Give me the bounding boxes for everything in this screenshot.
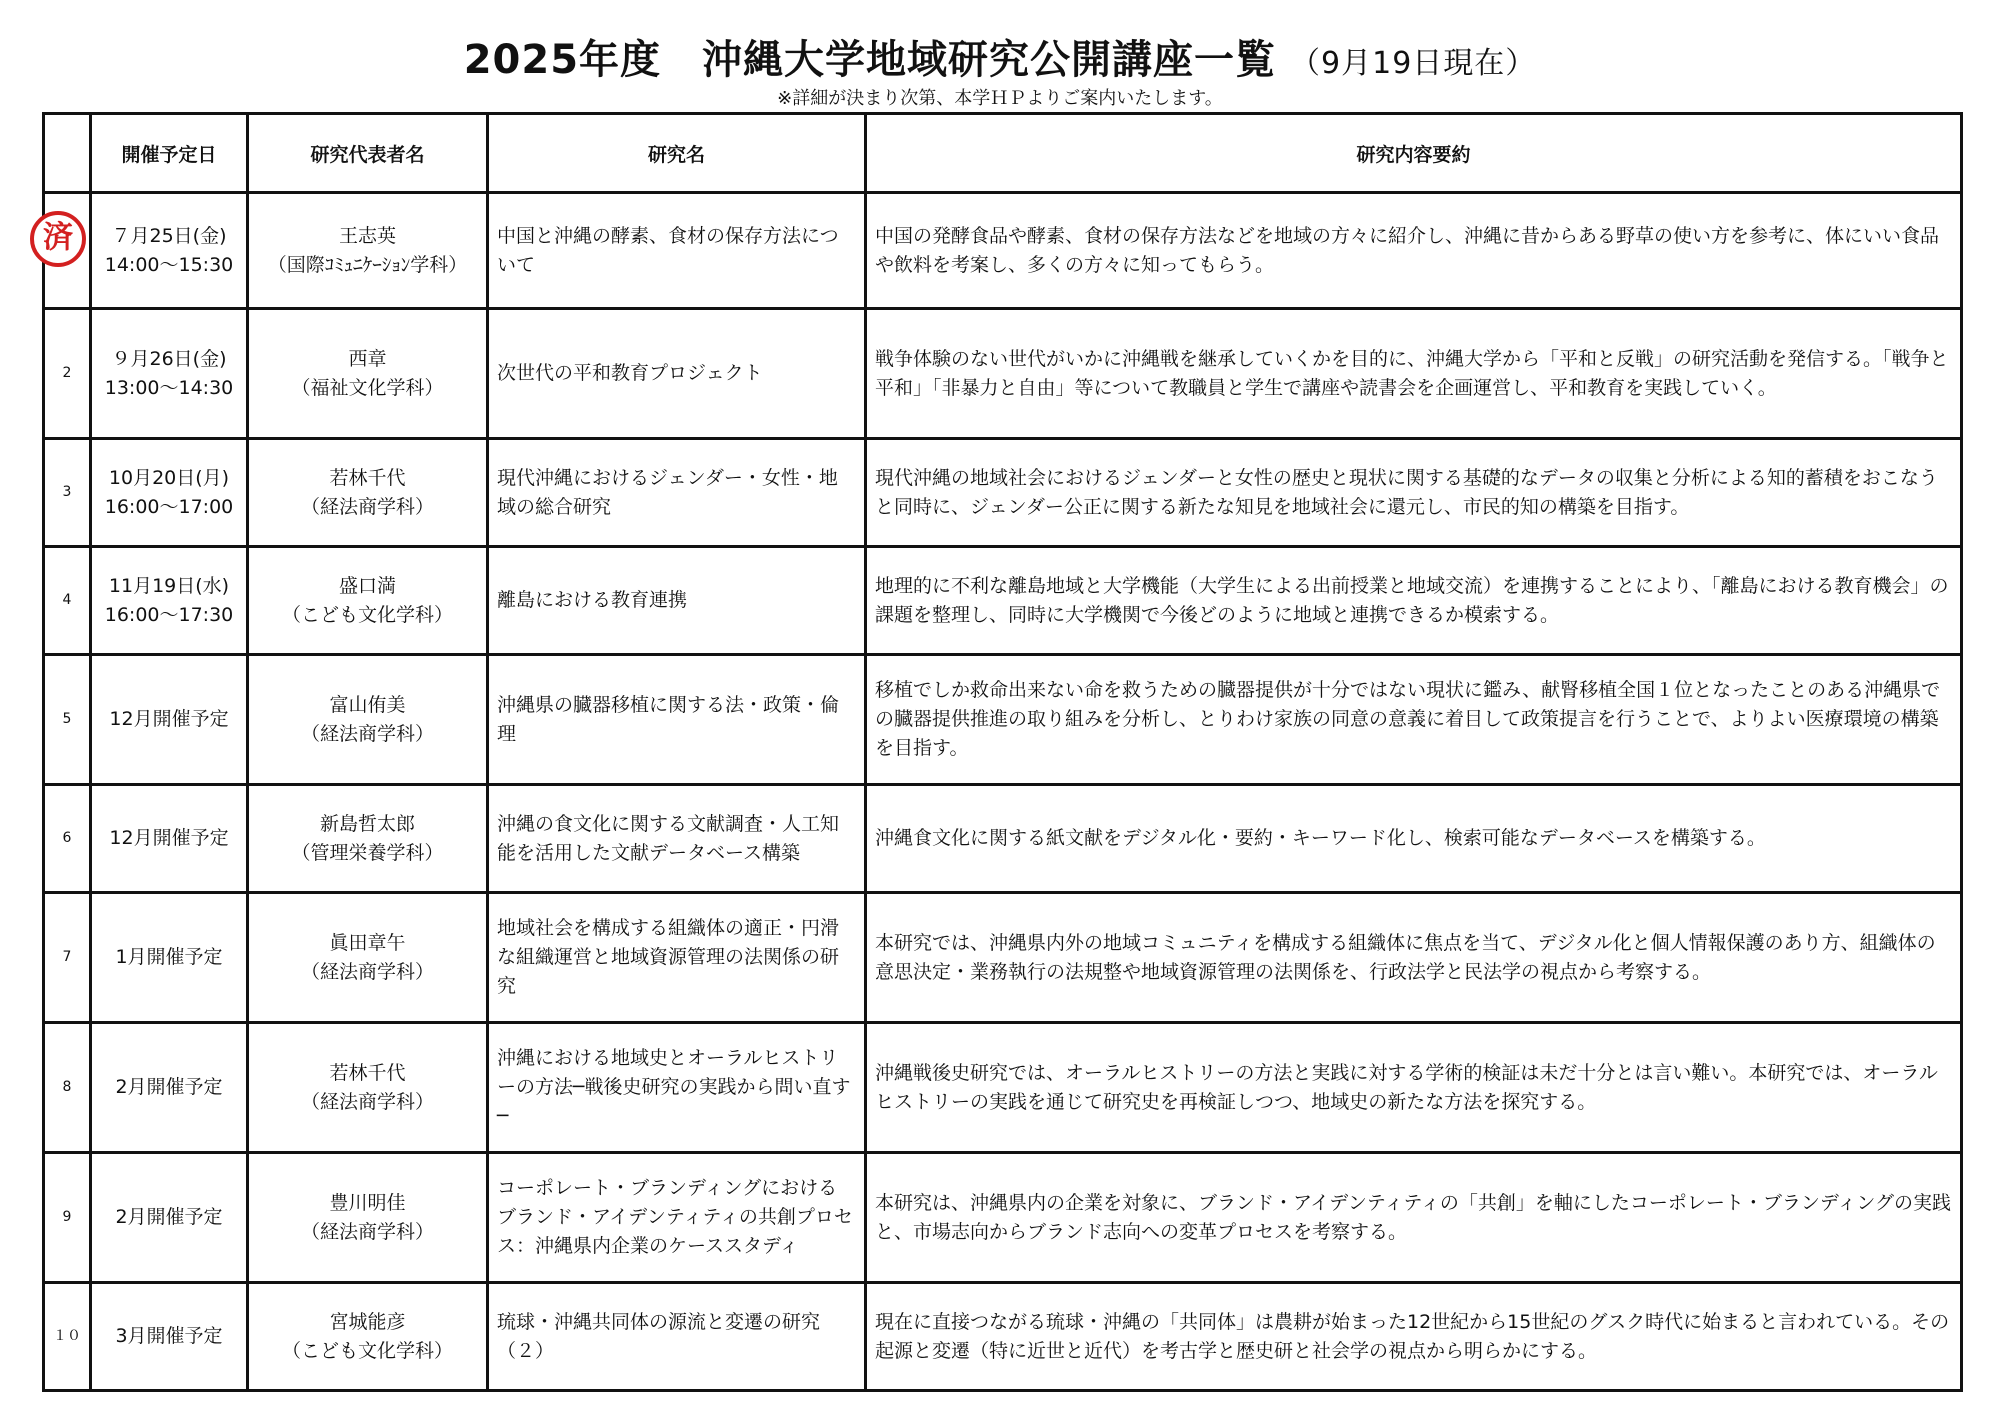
row-title: 中国と沖縄の酵素、食材の保存方法について: [488, 193, 866, 309]
row-title: 現代沖縄におけるジェンダー・女性・地域の総合研究: [488, 439, 866, 547]
rep-name: 若林千代: [329, 466, 406, 489]
header-date: 開催予定日: [91, 114, 248, 193]
row-representative: [248, 655, 488, 785]
row-title: 沖縄県の臓器移植に関する法・政策・倫理: [488, 655, 866, 785]
row-representative: [248, 439, 488, 547]
row-date: 12月開催予定: [91, 655, 248, 785]
rep-name: 新島哲太郎: [319, 812, 415, 835]
row-summary: 本研究では、沖縄県内外の地域コミュニティを構成する組織体に焦点を当て、デジタル化と個人情報保護のあり方、組織体の意思決定・業務執行の法規整や地域資源管理の法関係を、行政法学と民法学の視点から考察する。: [866, 893, 1962, 1023]
row-summary: 現在に直接つながる琉球・沖縄の「共同体」は農耕が始まった12世紀から15世紀のグスク時代に始まると言われている。その起源と変遷（特に近世と近代）を考古学と歴史研と社会学の視点から明らかにする。: [866, 1283, 1962, 1391]
page-header: [0, 28, 2000, 85]
row-title: コーポレート・ブランディングにおけるブランド・アイデンティティの共創プロセス：沖縄県内企業のケーススタディ: [488, 1153, 866, 1283]
row-date: 3月開催予定: [91, 1283, 248, 1391]
rep-department: （管理栄養学科）: [291, 841, 444, 864]
rep-name: 若林千代: [329, 1061, 406, 1084]
row-summary: 移植でしか救命出来ない命を救うための臓器提供が十分ではない現状に鑑み、献腎移植全国１位となったことのある沖縄県での臓器提供推進の取り組みを分析し、とりわけ家族の同意の意義に着目して政策提言を行うことで、よりよい医療環境の構築を目指す。: [866, 655, 1962, 785]
row-title: 沖縄における地域史とオーラルヒストリーの方法─戦後史研究の実践から問い直す─: [488, 1023, 866, 1153]
rep-name: 眞田章午: [329, 931, 406, 954]
row-number: 2: [44, 309, 91, 439]
row-number: 4: [44, 547, 91, 655]
row-date: 1月開催予定: [91, 893, 248, 1023]
row-number: 3: [44, 439, 91, 547]
row-number: 8: [44, 1023, 91, 1153]
header-num: [44, 114, 91, 193]
row-representative: [248, 1283, 488, 1391]
row-summary: 地理的に不利な離島地域と大学機能（大学生による出前授業と地域交流）を連携することにより、「離島における教育機会」の課題を整理し、同時に大学機関で今後どのように地域と連携できるか模索する。: [866, 547, 1962, 655]
row-summary: 中国の発酵食品や酵素、食材の保存方法などを地域の方々に紹介し、沖縄に昔からある野草の使い方を参考に、体にいい食品や飲料を考案し、多くの方々に知ってもらう。: [866, 193, 1962, 309]
row-title: 沖縄の食文化に関する文献調査・人工知能を活用した文献データベース構築: [488, 785, 866, 893]
row-date: 12月開催予定: [91, 785, 248, 893]
sub-note: ※詳細が決まり次第、本学ＨＰよりご案内いたします。: [777, 88, 1223, 109]
row-representative: [248, 893, 488, 1023]
rep-department: （経法商学科）: [300, 495, 434, 518]
table-row: [44, 655, 1962, 785]
row-summary: 現代沖縄の地域社会におけるジェンダーと女性の歴史と現状に関する基礎的なデータの収集と分析による知的蓄積をおこなうと同時に、ジェンダー公正に関する新たな知見を地域社会に還元し、市民的知の構築を目指す。: [866, 439, 1962, 547]
row-number: 9: [44, 1153, 91, 1283]
row-date: 10月20日(月) 16:00～17:00: [91, 439, 248, 547]
table-row: [44, 893, 1962, 1023]
rep-department: （経法商学科）: [300, 960, 434, 983]
row-number: 7: [44, 893, 91, 1023]
row-representative: [248, 193, 488, 309]
table-row: [44, 1023, 1962, 1153]
rep-name: 王志英: [338, 224, 396, 247]
header-rep: 研究代表者名: [248, 114, 488, 193]
table-row: [44, 1283, 1962, 1391]
rep-name: 盛口満: [338, 574, 396, 597]
header-summary: 研究内容要約: [866, 114, 1962, 193]
row-representative: [248, 1023, 488, 1153]
rep-department: （国際ｺﾐｭﾆｹｰｼｮﾝ学科）: [267, 253, 468, 276]
row-date: 2月開催予定: [91, 1153, 248, 1283]
rep-name: 西章: [348, 347, 387, 370]
row-summary: 沖縄戦後史研究では、オーラルヒストリーの方法と実践に対する学術的検証は未だ十分とは言い難い。本研究では、オーラルヒストリーの実践を通じて研究史を再検証しつつ、地域史の新たな方法を探究する。: [866, 1023, 1962, 1153]
row-number: 5: [44, 655, 91, 785]
rep-department: （経法商学科）: [300, 1220, 434, 1243]
row-title: 離島における教育連携: [488, 547, 866, 655]
rep-department: （こども文化学科）: [281, 603, 453, 626]
page-title: 2025年度 沖縄大学地域研究公開講座一覧: [463, 37, 1277, 83]
table-row: [44, 309, 1962, 439]
row-date: 11月19日(水) 16:00～17:30: [91, 547, 248, 655]
rep-name: 豊川明佳: [329, 1191, 406, 1214]
row-title: 次世代の平和教育プロジェクト: [488, 309, 866, 439]
row-date: ９月26日(金) 13:00～14:30: [91, 309, 248, 439]
row-summary: 沖縄食文化に関する紙文献をデジタル化・要約・キーワード化し、検索可能なデータベースを構築する。: [866, 785, 1962, 893]
rep-name: 宮城能彦: [329, 1310, 406, 1333]
table-row: [44, 193, 1962, 309]
rep-department: （経法商学科）: [300, 722, 434, 745]
rep-department: （こども文化学科）: [281, 1339, 453, 1362]
completed-stamp: 済: [30, 211, 86, 267]
row-number: 6: [44, 785, 91, 893]
row-summary: 戦争体験のない世代がいかに沖縄戦を継承していくかを目的に、沖縄大学から「平和と反戦」の研究活動を発信する。「戦争と平和」「非暴力と自由」等について教職員と学生で講座や読書会を企画運営し、平和教育を実践していく。: [866, 309, 1962, 439]
date-note: （9月19日現在）: [1290, 46, 1537, 81]
header-title: 研究名: [488, 114, 866, 193]
row-representative: [248, 785, 488, 893]
rep-name: 富山侑美: [329, 693, 406, 716]
table-row: [44, 547, 1962, 655]
row-representative: [248, 309, 488, 439]
rep-department: （経法商学科）: [300, 1090, 434, 1113]
row-summary: 本研究は、沖縄県内の企業を対象に、ブランド・アイデンティティの「共創」を軸にしたコーポレート・ブランディングの実践と、市場志向からブランド志向への変革プロセスを考察する。: [866, 1153, 1962, 1283]
table-row: [44, 785, 1962, 893]
row-title: 地域社会を構成する組織体の適正・円滑な組織運営と地域資源管理の法関係の研究: [488, 893, 866, 1023]
row-representative: [248, 547, 488, 655]
row-representative: [248, 1153, 488, 1283]
row-date: 2月開催予定: [91, 1023, 248, 1153]
table-header-row: [44, 114, 1962, 193]
table-row: [44, 1153, 1962, 1283]
row-number: １０: [44, 1283, 91, 1391]
table-row: [44, 439, 1962, 547]
lecture-table: [42, 112, 1963, 1392]
rep-department: （福祉文化学科）: [291, 376, 444, 399]
row-title: 琉球・沖縄共同体の源流と変遷の研究（２）: [488, 1283, 866, 1391]
row-date: ７月25日(金) 14:00～15:30: [91, 193, 248, 309]
